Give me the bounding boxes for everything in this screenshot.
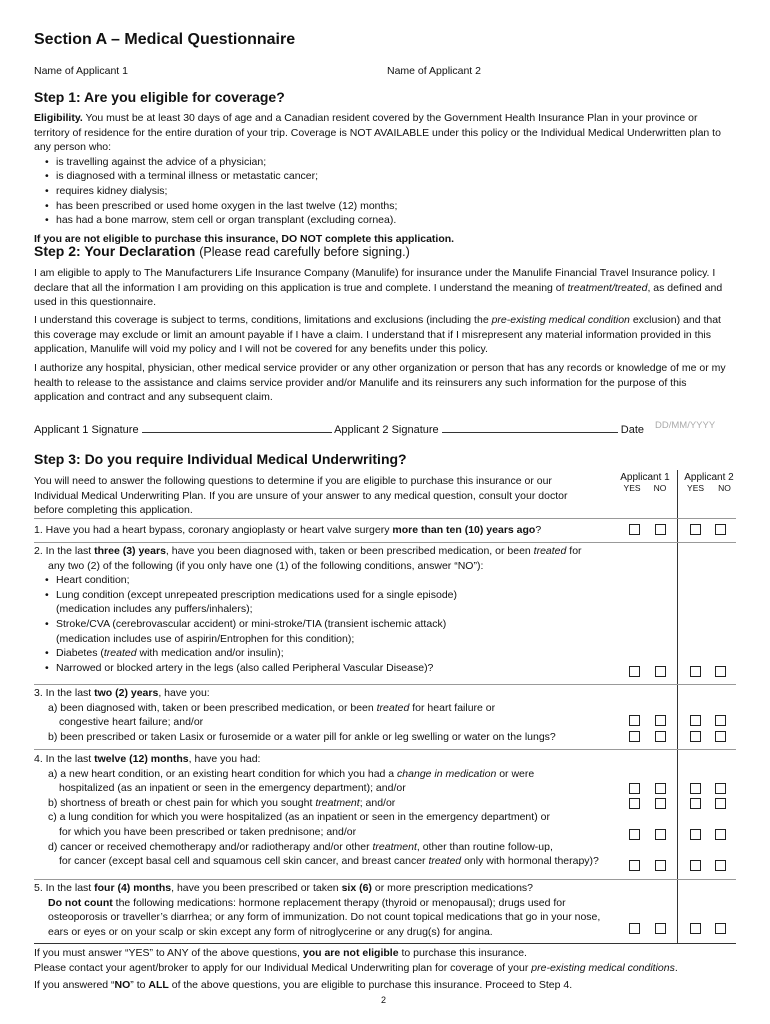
declaration-p1-text: I am eligible to apply to The Manufacturers Life Insurance Company (Manulife) for insurance under the Manulife Financial Travel Insurance policy. I declare that all the information I am providing on this application is true and complete. I understand the meaning of bbox=[34, 267, 716, 294]
q2-applicant1-no-checkbox[interactable] bbox=[655, 666, 666, 677]
sig1-line[interactable] bbox=[142, 421, 332, 433]
sig1-label: Applicant 1 Signature bbox=[34, 424, 139, 436]
list-item-text: Diabetes ( bbox=[56, 647, 104, 660]
q4a-applicant1-no-checkbox[interactable] bbox=[655, 783, 666, 794]
q4d-applicant1-yes-checkbox[interactable] bbox=[629, 860, 640, 871]
divider bbox=[34, 879, 736, 880]
q4c-applicant1-yes-checkbox[interactable] bbox=[629, 829, 640, 840]
q4a-applicant2-no-checkbox[interactable] bbox=[715, 783, 726, 794]
no-label: NO bbox=[653, 483, 667, 493]
question-5 bbox=[34, 881, 609, 939]
q2-applicant1-yes-checkbox[interactable] bbox=[629, 666, 640, 677]
foot1-text: If you must answer “YES” to ANY of the above questions, bbox=[34, 947, 303, 959]
page-number: 2 bbox=[381, 995, 387, 1005]
q3a-term: treated bbox=[376, 701, 410, 714]
declaration-p2-end: exclusion) and that this coverage may exclude or limit an amount payable if I have a claim. I understand that if I misrepresent any material information provided in this application, Manulife will void my policy and I will not be covered for any benefits under this policy. bbox=[34, 314, 721, 356]
question-2 bbox=[34, 544, 609, 675]
applicant2-name-label: Name of Applicant 2 bbox=[387, 65, 481, 77]
q4b-end: ; and/or bbox=[359, 796, 396, 809]
section-title: Section A – Medical Questionnaire bbox=[34, 31, 296, 48]
applicant2-column-header bbox=[680, 472, 738, 493]
list-item-text-end: with medication and/or insulin); bbox=[136, 647, 284, 660]
q4d-applicant1-no-checkbox[interactable] bbox=[655, 860, 666, 871]
divider bbox=[34, 518, 736, 519]
q4b-term: treatment bbox=[315, 796, 360, 809]
q4c-applicant2-yes-checkbox[interactable] bbox=[690, 829, 701, 840]
q4a-text3: hospitalized (as an inpatient or seen in the emergency department); and/or bbox=[59, 782, 406, 795]
q3-end: , have you: bbox=[158, 687, 210, 699]
yes-label: YES bbox=[623, 483, 641, 493]
q4b-applicant1-yes-checkbox[interactable] bbox=[629, 798, 640, 809]
q2-applicant2-yes-checkbox[interactable] bbox=[690, 666, 701, 677]
date-input[interactable]: DD/MM/YYYY bbox=[655, 420, 716, 431]
q4a-applicant1-yes-checkbox[interactable] bbox=[629, 783, 640, 794]
q2-text3: for bbox=[566, 545, 582, 557]
list-item: • Narrowed or blocked artery in the legs (also called Peripheral Vascular Disease)? bbox=[56, 661, 609, 676]
q4a-text2: or were bbox=[496, 767, 535, 780]
q3b-text: b) been prescribed or taken Lasix or furosemide or a water pill for ankle or leg swelling or water on the lungs? bbox=[48, 730, 556, 743]
q1-applicant1-yes-checkbox[interactable] bbox=[629, 524, 640, 535]
list-item: • is travelling against the advice of a physician; bbox=[56, 155, 734, 170]
q2-conditions bbox=[34, 573, 609, 675]
foot3-no: NO bbox=[114, 979, 131, 991]
q1-applicant2-yes-checkbox[interactable] bbox=[690, 524, 701, 535]
foot3-end: of the above questions, you are eligible to purchase this insurance. Proceed to Step 4. bbox=[168, 979, 573, 991]
step3-intro: You will need to answer the following questions to determine if you are eligible to purchase this insurance or our Individual Medical Underwriting Plan. If you are unsure of your answer to any medical question, consult your doctor before completing this application. bbox=[34, 475, 568, 517]
q2-text: 2. In the last bbox=[34, 545, 95, 557]
q4b-applicant2-no-checkbox[interactable] bbox=[715, 798, 726, 809]
q4-bold: twelve (12) months bbox=[94, 753, 189, 765]
q3a-applicant1-yes-checkbox[interactable] bbox=[629, 715, 640, 726]
step1-heading: Step 1: Are you eligible for coverage? bbox=[34, 89, 285, 105]
ineligible-list bbox=[34, 155, 734, 228]
q4a-term: change in medication bbox=[397, 767, 497, 780]
q3a-text: a) been diagnosed with, taken or been prescribed medication, or been bbox=[48, 701, 377, 714]
q5-applicant1-yes-checkbox[interactable] bbox=[629, 923, 640, 934]
q4c-text: c) a lung condition for which you were hospitalized (as an inpatient or seen in the emergency department) or bbox=[48, 811, 550, 824]
eligibility-text: You must be at least 30 days of age and a Canadian resident covered by the Government Health Insurance Plan in your province or territory of residence for the entire duration of your trip. Coverage is NOT AVAILABLE under this policy or the Individual Medical Underwritten plan to any person who: bbox=[34, 112, 721, 154]
q2-instruction: any two (2) of the following (if you only have one (1) of the following conditions, answer “NO”): bbox=[48, 559, 484, 572]
divider bbox=[34, 542, 736, 543]
q4b-text: b) shortness of breath or chest pain for which you sought bbox=[48, 796, 316, 809]
yes-label: YES bbox=[687, 483, 705, 493]
q4c-text2: for which you have been prescribed or taken prednisone; and/or bbox=[59, 825, 357, 838]
q4d-text: d) cancer or received chemotherapy and/or radiotherapy and/or other bbox=[48, 840, 373, 853]
declaration-p1 bbox=[34, 266, 734, 310]
q1-end: ? bbox=[535, 524, 542, 536]
q4-text: 4. In the last bbox=[34, 753, 95, 765]
step1-eligibility bbox=[34, 111, 734, 246]
foot3-text: If you answered “ bbox=[34, 979, 115, 991]
applicant1-column-header bbox=[617, 472, 673, 493]
applicant2-column-title: Applicant 2 bbox=[684, 472, 734, 483]
q3b-applicant2-no-checkbox[interactable] bbox=[715, 731, 726, 742]
q4d-text2: , other than routine follow-up, bbox=[416, 840, 553, 853]
date-label: Date bbox=[620, 424, 645, 436]
list-item-term: treated bbox=[103, 647, 137, 660]
q5-applicant1-no-checkbox[interactable] bbox=[655, 923, 666, 934]
q4c-applicant1-no-checkbox[interactable] bbox=[655, 829, 666, 840]
q2-term: treated bbox=[533, 545, 567, 557]
question-3 bbox=[34, 686, 609, 744]
list-item: • requires kidney dialysis; bbox=[56, 184, 734, 199]
divider bbox=[34, 684, 736, 685]
q1-applicant1-no-checkbox[interactable] bbox=[655, 524, 666, 535]
q1-applicant2-no-checkbox[interactable] bbox=[715, 524, 726, 535]
list-item: • Heart condition; bbox=[56, 573, 609, 588]
q4a-text: a) a new heart condition, or an existing heart condition for which you had a bbox=[48, 767, 398, 780]
question-4 bbox=[34, 752, 614, 869]
q5-applicant2-no-checkbox[interactable] bbox=[715, 923, 726, 934]
q4d-term2: treated bbox=[428, 855, 462, 868]
declaration-p2 bbox=[34, 313, 734, 357]
divider bbox=[34, 749, 736, 750]
q5-do-not-count: Do not count bbox=[48, 896, 113, 909]
list-item-note: (medication includes any puffers/inhalers); bbox=[56, 603, 253, 616]
eligible-note bbox=[34, 978, 734, 993]
q3a-applicant2-yes-checkbox[interactable] bbox=[690, 715, 701, 726]
step2-heading-text: Step 2: Your Declaration bbox=[34, 243, 196, 259]
signature-row bbox=[34, 421, 644, 438]
step2-heading-note: (Please read carefully before signing.) bbox=[199, 245, 410, 259]
q1-text: 1. Have you had a heart bypass, coronary angioplasty or heart valve surgery bbox=[34, 524, 393, 536]
declaration-p2-text: I understand this coverage is subject to terms, conditions, limitations and exclusions (including the bbox=[34, 314, 492, 326]
foot2-end: . bbox=[674, 961, 678, 974]
q3b-applicant1-yes-checkbox[interactable] bbox=[629, 731, 640, 742]
q5-bold: four (4) months bbox=[94, 882, 172, 894]
ineligible-warning: If you are not eligible to purchase this insurance, DO NOT complete this application. bbox=[34, 232, 455, 245]
q4d-term: treatment bbox=[372, 840, 417, 853]
foot2-text: Please contact your agent/broker to apply for our Individual Medical Underwriting plan for coverage of your bbox=[34, 961, 532, 974]
q4d-text3: for cancer (except basal cell and squamous cell skin cancer, and breast cancer bbox=[59, 855, 429, 868]
list-item: • Lung condition (except unrepeated prescription medications used for a single episode) bbox=[56, 588, 609, 603]
q4a-applicant2-yes-checkbox[interactable] bbox=[690, 783, 701, 794]
list-item: • has had a bone marrow, stem cell or organ transplant (excluding cornea). bbox=[56, 213, 734, 228]
q2-bold: three (3) years bbox=[94, 545, 166, 557]
ineligible-note bbox=[34, 946, 734, 975]
q1-bold: more than ten (10) years ago bbox=[392, 524, 536, 536]
declaration-p3: I authorize any hospital, physician, other medical service provider or any other organization or person that has any records or knowledge of me or my health to release to the assistance and claims service provider and/or Manulife and its reinsurers any such information for the purpose of this application and contract and any subsequent claim. bbox=[34, 362, 726, 404]
list-item: • is diagnosed with a terminal illness or metastatic cancer; bbox=[56, 169, 734, 184]
q4c-applicant2-no-checkbox[interactable] bbox=[715, 829, 726, 840]
divider bbox=[34, 943, 736, 944]
q3a-applicant1-no-checkbox[interactable] bbox=[655, 715, 666, 726]
q2-text2: , have you been diagnosed with, taken or been prescribed medication, or been bbox=[165, 545, 534, 557]
list-item: • Stroke/CVA (cerebrovascular accident) or mini-stroke/TIA (transient ischemic attack) bbox=[56, 617, 609, 632]
q4-end: , have you had: bbox=[188, 753, 261, 765]
sig2-line[interactable] bbox=[442, 421, 618, 433]
q3a-text2: for heart failure or bbox=[409, 701, 496, 714]
foot3-all: ALL bbox=[148, 979, 169, 991]
foot1-end: to purchase this insurance. bbox=[398, 947, 527, 959]
q3a-applicant2-no-checkbox[interactable] bbox=[715, 715, 726, 726]
q5-end: or more prescription medications? bbox=[371, 882, 534, 894]
list-item-note: (medication includes use of aspirin/Entrophen for this condition); bbox=[56, 632, 355, 645]
q5-text: 5. In the last bbox=[34, 882, 95, 894]
q4b-applicant2-yes-checkbox[interactable] bbox=[690, 798, 701, 809]
step2-heading bbox=[34, 243, 410, 259]
q4d-applicant2-no-checkbox[interactable] bbox=[715, 860, 726, 871]
q4d-end: only with hormonal therapy)? bbox=[461, 855, 599, 868]
q5-exclusions: the following medications: hormone replacement therapy (thyroid or menopausal); drugs used for osteoporosis or traveller’s diarrhea; or any form of immunization. Do not count topical medications that go in your nose, ears or eyes or on your scalp or skin except any form of nitroglycerine or any drug(s) for angina. bbox=[48, 896, 601, 938]
step3-heading: Step 3: Do you require Individual Medical Underwriting? bbox=[34, 451, 407, 467]
q3-bold: two (2) years bbox=[94, 687, 159, 699]
q5-applicant2-yes-checkbox[interactable] bbox=[690, 923, 701, 934]
question-1 bbox=[34, 523, 609, 538]
q3b-applicant1-no-checkbox[interactable] bbox=[655, 731, 666, 742]
q3b-applicant2-yes-checkbox[interactable] bbox=[690, 731, 701, 742]
sig2-label: Applicant 2 Signature bbox=[334, 424, 439, 436]
q5-text2: , have you been prescribed or taken bbox=[171, 882, 342, 894]
declaration-p2-term: pre-existing medical condition bbox=[491, 314, 630, 326]
foot2-term: pre-existing medical conditions bbox=[531, 961, 675, 974]
applicant1-column-title: Applicant 1 bbox=[620, 472, 670, 483]
declaration-p1-term: treatment/treated bbox=[567, 281, 648, 294]
q3-text: 3. In the last bbox=[34, 687, 95, 699]
foot1-bold: you are not eligible bbox=[302, 947, 399, 959]
q5-bold2: six (6) bbox=[341, 882, 372, 894]
list-item: • has been prescribed or used home oxygen in the last twelve (12) months; bbox=[56, 199, 734, 214]
eligibility-label: Eligibility. bbox=[34, 112, 83, 124]
list-item bbox=[56, 646, 609, 661]
no-label: NO bbox=[718, 483, 731, 493]
applicant1-name-label: Name of Applicant 1 bbox=[34, 65, 128, 77]
q2-applicant2-no-checkbox[interactable] bbox=[715, 666, 726, 677]
q3a-text3: congestive heart failure; and/or bbox=[59, 716, 204, 729]
q4b-applicant1-no-checkbox[interactable] bbox=[655, 798, 666, 809]
foot3-text2: ” to bbox=[130, 979, 149, 991]
q4d-applicant2-yes-checkbox[interactable] bbox=[690, 860, 701, 871]
declaration-p1-end: , as defined and used in this questionnaire. bbox=[34, 281, 723, 309]
